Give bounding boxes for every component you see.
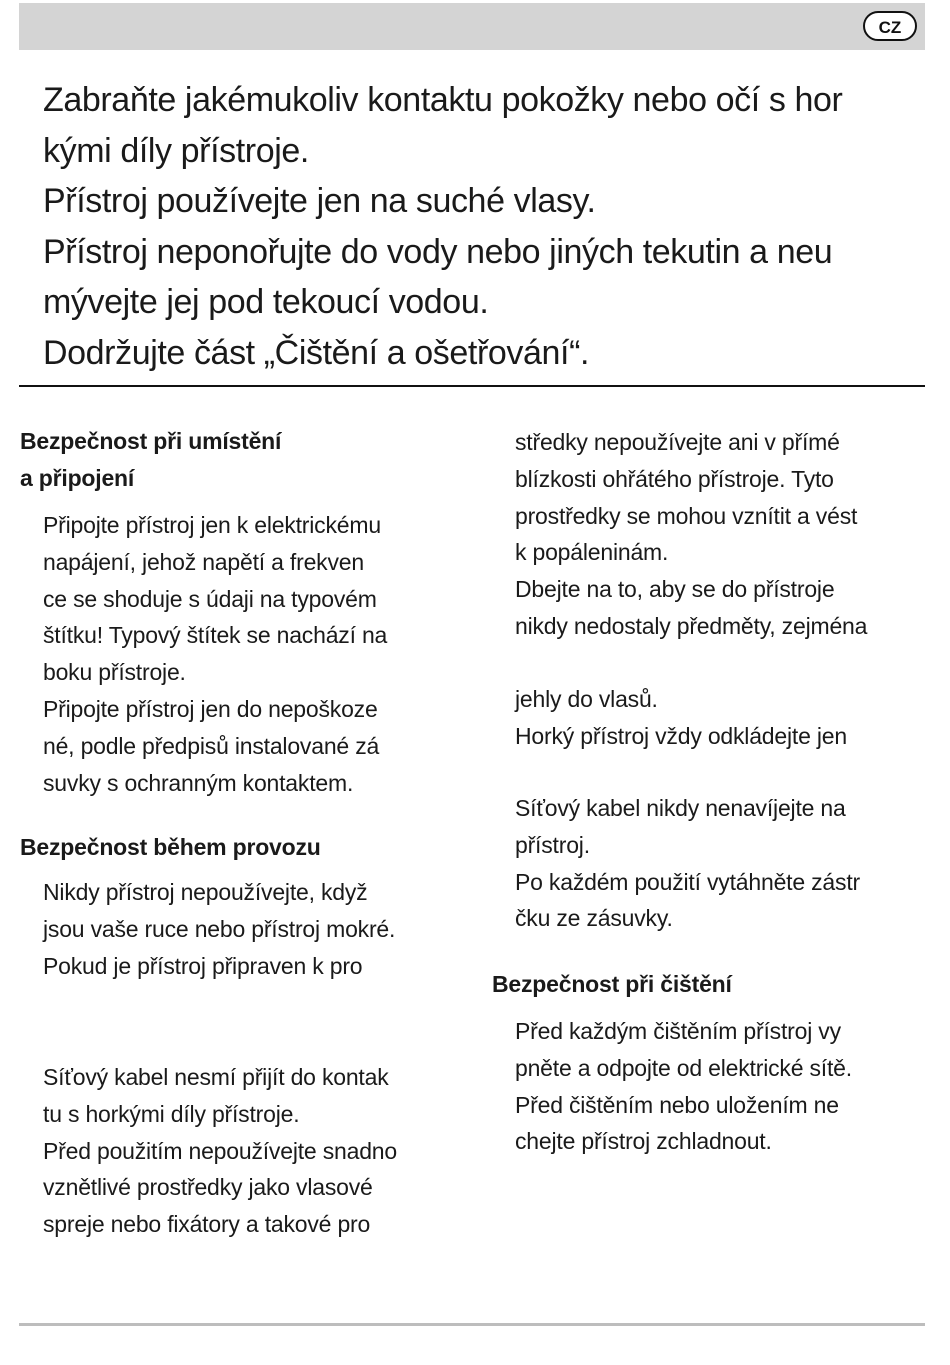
heading-line: a připojení <box>20 465 135 491</box>
text-line: suvky s ochranným kontaktem. <box>43 769 354 796</box>
warning-line: Přístroj používejte jen na suché vlasy. <box>43 182 596 220</box>
paragraph <box>43 1059 455 1243</box>
text-line: Před čištěním nebo uložením ne <box>515 1091 839 1118</box>
text-line: Nikdy přístroj nepoužívejte, když <box>43 879 368 905</box>
text-line: Dbejte na to, aby se do přístroje <box>515 576 835 603</box>
text-line: středky nepoužívejte ani v přímé <box>515 429 840 455</box>
header-bar <box>19 3 925 50</box>
warning-line: mývejte jej pod tekoucí vodou. <box>43 283 489 321</box>
footer-divider <box>19 1323 925 1326</box>
paragraph <box>515 424 926 645</box>
text-line: Připojte přístroj jen k elektrickému <box>43 512 381 538</box>
text-line: Před použitím nepoužívejte snadno <box>43 1137 397 1164</box>
text-line: jsou vaše ruce nebo přístroj mokré. <box>43 915 396 942</box>
text-line: Síťový kabel nikdy nenavíjejte na <box>515 795 846 821</box>
text-line: k popáleninám. <box>515 539 669 566</box>
text-line: né, podle předpisů instalované zá <box>43 732 380 759</box>
section-heading: Bezpečnost během provozu <box>20 834 321 860</box>
warning-block <box>43 75 923 378</box>
language-badge: CZ <box>863 11 917 41</box>
text-line: Připojte přístroj jen do nepoškoze <box>43 695 378 722</box>
section-heading: Bezpečnost při čištění <box>492 971 732 997</box>
text-line: Horký přístroj vždy odkládejte jen <box>515 722 847 749</box>
text-line: Pokud je přístroj připraven k pro <box>43 952 363 979</box>
paragraph <box>515 790 926 937</box>
text-line: pněte a odpojte od elektrické sítě. <box>515 1054 852 1081</box>
section-heading <box>20 423 281 497</box>
warning-line: Přístroj neponořujte do vody nebo jiných tekutin a neu <box>43 232 833 271</box>
text-line: čku ze zásuvky. <box>515 905 673 932</box>
text-line: napájení, jehož napětí a frekven <box>43 548 364 575</box>
text-line: prostředky se mohou vznítit a vést <box>515 502 858 529</box>
text-line: ce se shoduje s údaji na typovém <box>43 585 377 612</box>
heading-line: Bezpečnost při umístění <box>20 428 282 454</box>
text-line: Po každém použití vytáhněte zástr <box>515 868 860 895</box>
text-line: jehly do vlasů. <box>515 686 658 712</box>
text-line: boku přístroje. <box>43 659 186 686</box>
paragraph <box>43 874 455 984</box>
warning-line: Dodržujte část „Čištění a ošetřování“. <box>43 333 590 372</box>
text-line: spreje nebo fixátory a takové pro <box>43 1211 371 1238</box>
paragraph <box>43 507 455 801</box>
text-line: vznětlivé prostředky jako vlasové <box>43 1174 373 1201</box>
text-line: přístroj. <box>515 831 590 858</box>
text-line: Před každým čištěním přístroj vy <box>515 1018 841 1044</box>
text-line: Síťový kabel nesmí přijít do kontak <box>43 1064 389 1090</box>
warning-line: kými díly přístroje. <box>43 131 309 170</box>
paragraph <box>515 681 926 755</box>
warning-line: Zabraňte jakémukoliv kontaktu pokožky nebo očí s hor <box>43 81 843 119</box>
text-line: blízkosti ohřátého přístroje. Tyto <box>515 465 834 492</box>
text-line: tu s horkými díly přístroje. <box>43 1100 300 1127</box>
divider <box>19 385 925 387</box>
text-line: chejte přístroj zchladnout. <box>515 1128 772 1155</box>
text-line: štítku! Typový štítek se nachází na <box>43 622 388 649</box>
paragraph <box>515 1013 926 1160</box>
text-line: nikdy nedostaly předměty, zejména <box>515 612 868 639</box>
